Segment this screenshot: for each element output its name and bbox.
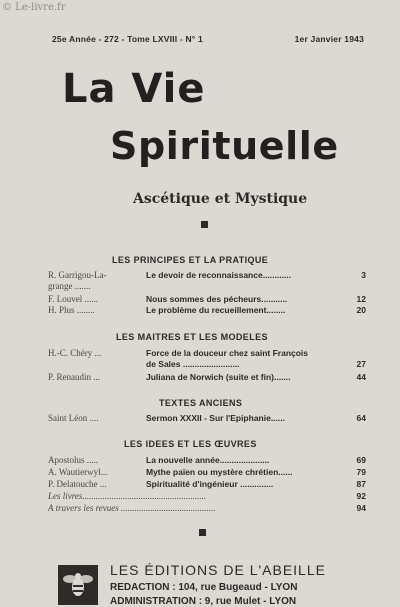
title-line-2: Spirituelle (110, 124, 339, 168)
issue-number: 25e Année - 272 - Tome LXVIII - N° 1 (52, 34, 203, 44)
toc-author: A travers les revues .......................................... (48, 503, 216, 513)
toc-title: Sermon XXXII - Sur l'Epiphanie...... (146, 413, 285, 423)
toc-title-cont: de Sales ........................ (146, 359, 240, 369)
toc-page: 92 (356, 491, 366, 501)
toc-author: P. Renaudin ... (48, 372, 101, 382)
section-heading: LES IDEES ET LES ŒUVRES (124, 439, 257, 449)
toc-author: H.-C. Chéry ... (48, 348, 102, 358)
toc-author: H. Plus ........ (48, 305, 95, 315)
toc-page: 94 (356, 503, 366, 513)
divider-square (199, 529, 206, 536)
administration-address: ADMINISTRATION : 9, rue Mulet - LYON (110, 596, 297, 607)
toc-author: P. Delatouche ... (48, 479, 107, 489)
toc-page: 87 (356, 479, 366, 489)
toc-title: Le devoir de reconnaissance............ (146, 270, 292, 280)
publisher-name: LES ÉDITIONS DE L'ABEILLE (110, 562, 326, 578)
section-heading: TEXTES ANCIENS (159, 398, 243, 408)
toc-page: 12 (356, 294, 366, 304)
section-heading: LES MAITRES ET LES MODELES (116, 332, 268, 342)
toc-author: Saint Léon .... (48, 413, 99, 423)
toc-page: 27 (356, 359, 366, 369)
toc-title: Le problème du recueillement........ (146, 305, 286, 315)
toc-title: Nous sommes des pécheurs........... (146, 294, 288, 304)
toc-title: Juliana de Norwich (suite et fin)....... (146, 372, 291, 382)
toc-author: Apostolus ..... (48, 455, 99, 465)
toc-page: 44 (356, 372, 366, 382)
toc-page: 64 (356, 413, 366, 423)
toc-title: La nouvelle année..................... (146, 455, 270, 465)
redaction-address: REDACTION : 104, rue Bugeaud - LYON (110, 582, 298, 593)
toc-page: 79 (356, 467, 366, 477)
toc-title: Force de la douceur chez saint François (146, 348, 309, 358)
toc-author: F. Louvel ...... (48, 294, 99, 304)
toc-title: Spiritualité d'ingénieur .............. (146, 479, 274, 489)
toc-page: 69 (356, 455, 366, 465)
bee-logo-icon (58, 565, 98, 605)
toc-author: R. Garrigou-La- (48, 270, 107, 280)
toc-author: A. Wautierwyl... (48, 467, 108, 477)
toc-page: 20 (356, 305, 366, 315)
section-heading: LES PRINCIPES ET LA PRATIQUE (112, 255, 269, 265)
divider-square (201, 221, 208, 228)
toc-author: Les livres....................................................... (48, 491, 207, 501)
title-line-1: La Vie (62, 66, 206, 112)
watermark: © Le-livre.fr (2, 2, 66, 13)
issue-date: 1er Janvier 1943 (294, 34, 364, 44)
issue-line (52, 34, 364, 44)
toc-title: Mythe païen ou mystère chrétien...... (146, 467, 293, 477)
subtitle: Ascétique et Mystique (133, 191, 308, 207)
toc-author-cont: grange ....... (48, 281, 91, 291)
toc-page: 3 (361, 270, 366, 280)
